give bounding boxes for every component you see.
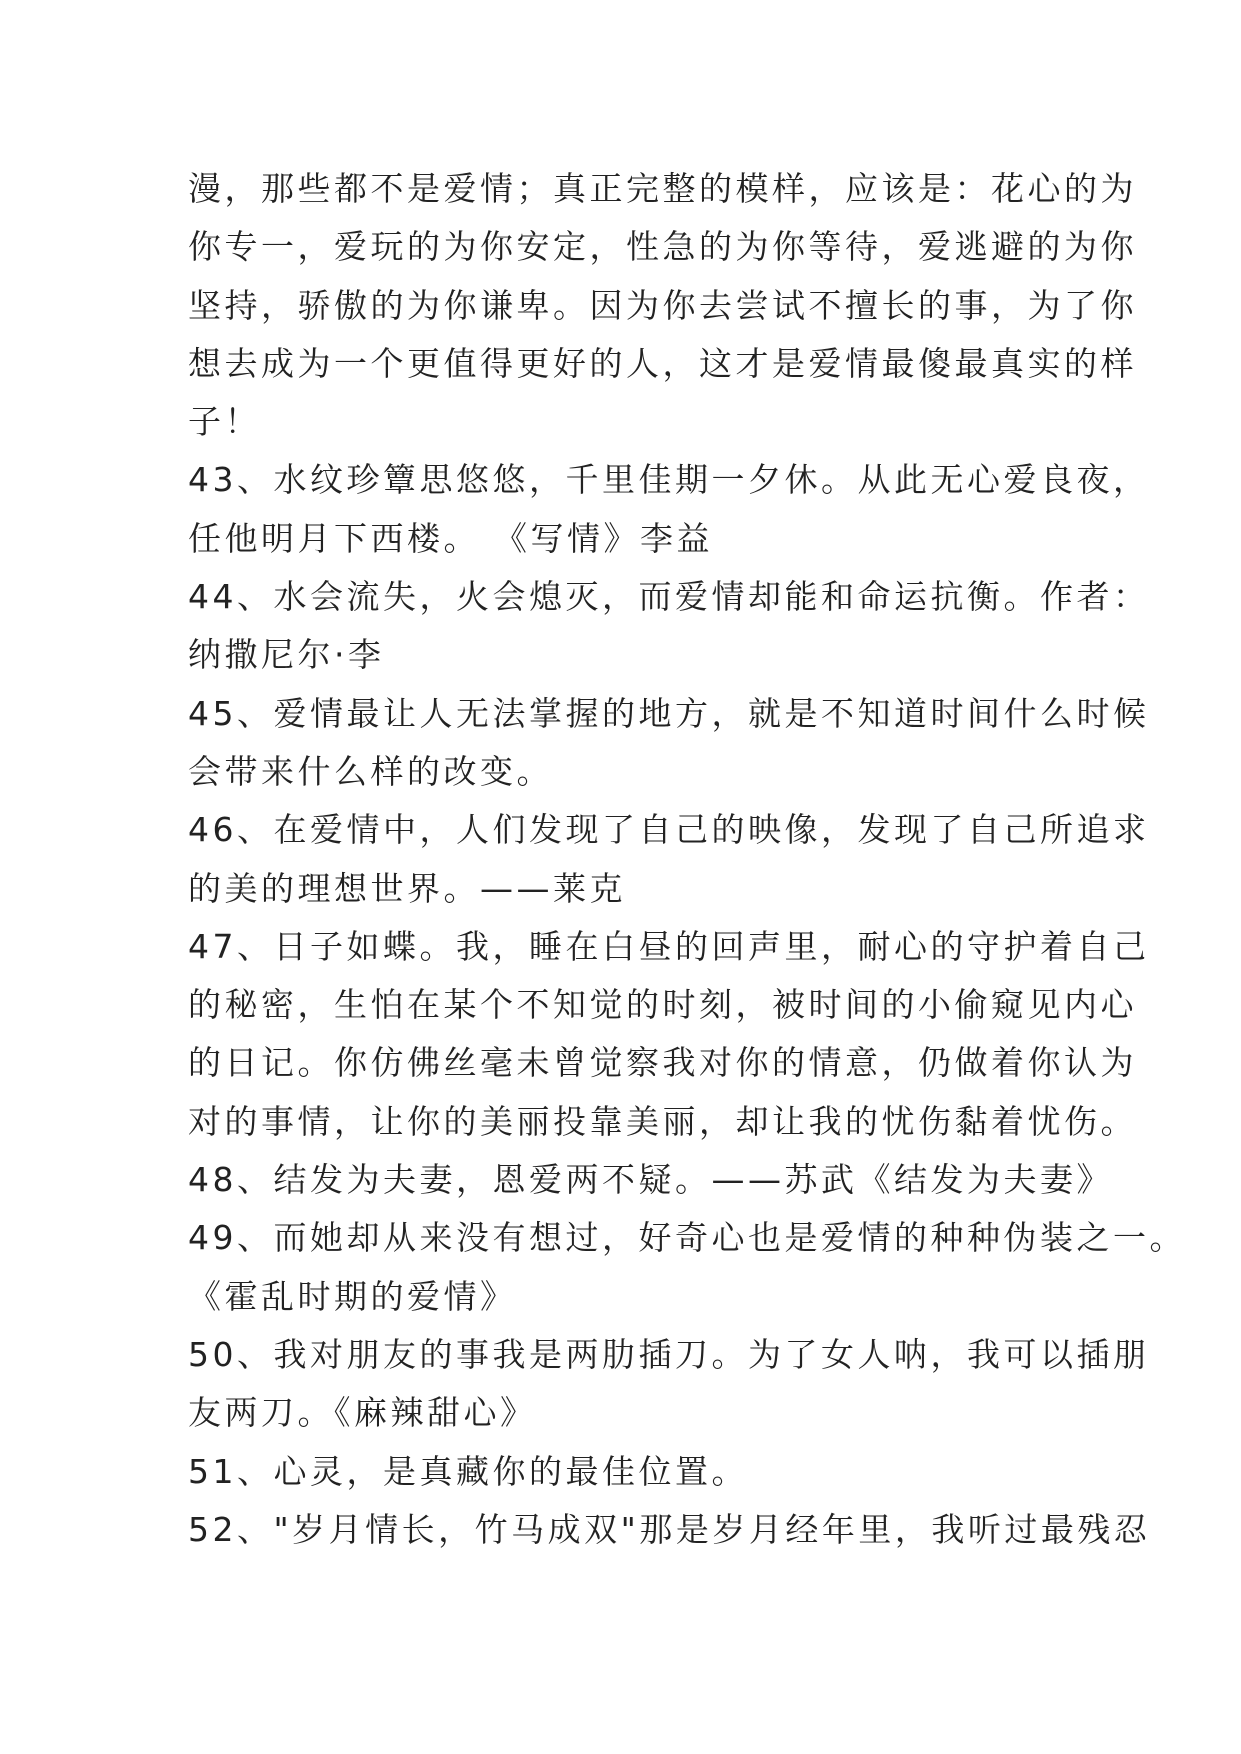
text-line: 47、日子如蝶。我，睡在白昼的回声里，耐心的守护着自己 (188, 926, 1150, 966)
text-line: 的美的理想世界。——莱克 (188, 868, 626, 908)
text-line: 45、爱情最让人无法掌握的地方，就是不知道时间什么时候 (188, 693, 1150, 733)
text-line: 43、水纹珍簟思悠悠，千里佳期一夕休。从此无心爱良夜， (188, 460, 1150, 500)
text-line: 会带来什么样的改变。 (188, 751, 553, 791)
text-line: 对的事情，让你的美丽投靠美丽，却让我的忧伤黏着忧伤。 (188, 1101, 1137, 1141)
text-line: 子！ (188, 402, 261, 442)
text-line: 的秘密，生怕在某个不知觉的时刻，被时间的小偷窥见内心 (188, 985, 1137, 1025)
text-line: 纳撒尼尔·李 (188, 635, 385, 675)
text-line: 46、在爱情中，人们发现了自己的映像，发现了自己所追求 (188, 810, 1150, 850)
text-line: 51、心灵，是真藏你的最佳位置。 (188, 1451, 748, 1491)
text-line: 友两刀。《麻辣甜心》 (188, 1393, 537, 1433)
text-line: 48、结发为夫妻，恩爱两不疑。——苏武《结发为夫妻》 (188, 1160, 1113, 1200)
text-line: 坚持，骄傲的为你谦卑。因为你去尝试不擅长的事，为了你 (188, 285, 1137, 325)
text-line: 《霍乱时期的爱情》 (188, 1276, 517, 1316)
text-line: 49、而她却从来没有想过，好奇心也是爱情的种种伪装之一。 (188, 1218, 1186, 1258)
text-line: 50、我对朋友的事我是两肋插刀。为了女人呐，我可以插朋 (188, 1334, 1150, 1374)
text-line: 44、水会流失，火会熄灭，而爱情却能和命运抗衡。作者： (188, 577, 1150, 617)
text-line: 想去成为一个更值得更好的人，这才是爱情最傻最真实的样 (188, 343, 1137, 383)
text-line: 任他明月下西楼。 《写情》李益 (188, 518, 713, 558)
text-line: 52、"岁月情长，竹马成双"那是岁月经年里，我听过最残忍 (188, 1509, 1151, 1549)
text-line: 漫，那些都不是爱情；真正完整的模样，应该是：花心的为 (188, 169, 1137, 208)
text-line: 的日记。你仿佛丝毫未曾觉察我对你的情意，仍做着你认为 (188, 1043, 1137, 1083)
document-body (188, 160, 1186, 1559)
text-line: 你专一，爱玩的为你安定，性急的为你等待，爱逃避的为你 (188, 227, 1137, 267)
